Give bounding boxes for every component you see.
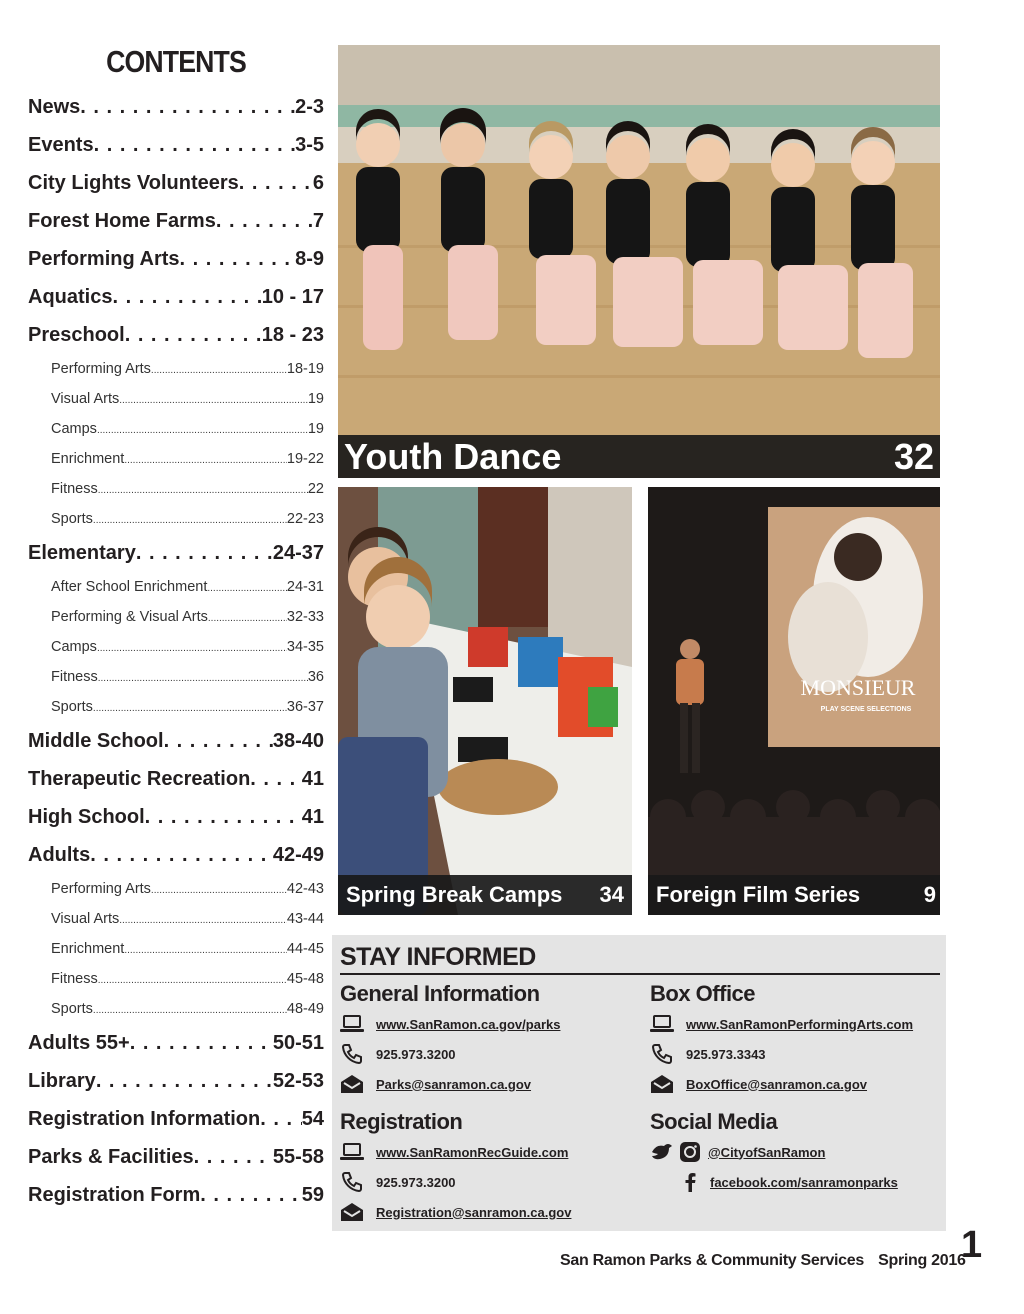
toc-page: 19	[307, 391, 324, 407]
registration-email-line	[340, 1197, 640, 1227]
box-office-email-line	[650, 1069, 950, 1099]
social-media-heading: Social Media	[650, 1109, 778, 1134]
toc-section-row	[28, 722, 324, 760]
toc-page: 36-37	[286, 699, 324, 715]
box-office-phone[interactable]: 925.973.3343	[686, 1046, 766, 1062]
registration-web-line	[340, 1137, 640, 1167]
film-screening-illustration	[648, 487, 940, 915]
general-email-line	[340, 1069, 640, 1099]
toc-label: Preschool	[28, 324, 125, 346]
toc-label: Performing Arts	[28, 248, 180, 270]
toc-label: Sports	[51, 699, 93, 715]
toc-page: 24-31	[286, 579, 324, 595]
toc-label: Camps	[51, 421, 97, 437]
toc-page: 8-9	[295, 248, 324, 270]
toc-label: Performing & Visual Arts	[51, 609, 208, 625]
box-office-web-line	[650, 1009, 950, 1039]
toc-subsection-row	[28, 632, 324, 662]
box-office-phone-line	[650, 1039, 950, 1069]
toc-page: 22	[307, 481, 324, 497]
toc-section-row	[28, 836, 324, 874]
toc-subsection-row	[28, 504, 324, 534]
toc-subsection-row	[28, 904, 324, 934]
toc-page: 52-53	[272, 1070, 324, 1092]
social-media-section	[650, 1107, 950, 1197]
toc-label: Parks & Facilities	[28, 1146, 194, 1168]
toc-section-row	[28, 316, 324, 354]
toc-leader-dots	[151, 874, 287, 904]
instagram-icon	[678, 1141, 702, 1163]
dance-class-illustration	[338, 45, 940, 478]
general-information-section	[340, 979, 640, 1099]
toc-label: Library	[28, 1070, 96, 1092]
toc-leader-dots	[239, 164, 313, 202]
toc-subsection-row	[28, 414, 324, 444]
toc-subsection-row	[28, 964, 324, 994]
email-icon	[650, 1073, 674, 1095]
toc-subsection-row	[28, 662, 324, 692]
toc-section-row	[28, 126, 324, 164]
toc-section-row	[28, 1024, 324, 1062]
toc-label: Adults 55+	[28, 1032, 130, 1054]
toc-leader-dots	[194, 1138, 273, 1176]
toc-leader-dots	[119, 904, 287, 934]
toc-label: Sports	[51, 1001, 93, 1017]
phone-icon	[340, 1043, 364, 1065]
toc-subsection-row	[28, 474, 324, 504]
general-phone[interactable]: 925.973.3200	[376, 1046, 456, 1062]
toc-leader-dots	[207, 572, 287, 602]
toc-page: 32-33	[286, 609, 324, 625]
toc-page: 41	[301, 768, 324, 790]
toc-label: After School Enrichment	[51, 579, 208, 595]
phone-icon	[340, 1171, 364, 1193]
caption-page: 9	[923, 882, 936, 907]
toc-label: Visual Arts	[51, 391, 120, 407]
toc-label: Registration Form	[28, 1184, 201, 1206]
email-icon	[340, 1201, 364, 1223]
toc-page: 10 - 17	[261, 286, 324, 308]
email-icon	[340, 1073, 364, 1095]
toc-leader-dots	[260, 1100, 302, 1138]
toc-leader-dots	[200, 1176, 302, 1214]
toc-page: 7	[312, 210, 324, 232]
film-title-text: MONSIEUR	[800, 675, 916, 700]
caption-page: 34	[599, 882, 624, 907]
box-office-web-link[interactable]: www.SanRamonPerformingArts.com	[686, 1016, 914, 1032]
laptop-icon	[340, 1141, 364, 1163]
toc-leader-dots	[97, 414, 308, 444]
facebook-icon	[678, 1171, 702, 1193]
toc-label: Therapeutic Recreation	[28, 768, 251, 790]
toc-leader-dots	[96, 1062, 273, 1100]
toc-leader-dots	[98, 662, 308, 692]
toc-leader-dots	[94, 126, 296, 164]
toc-label: Enrichment	[51, 451, 125, 467]
toc-leader-dots	[112, 278, 261, 316]
toc-page: 38-40	[272, 730, 324, 752]
toc-section-row	[28, 1100, 324, 1138]
toc-subsection-row	[28, 602, 324, 632]
toc-page: 45-48	[286, 971, 324, 987]
registration-email-link[interactable]: Registration@sanramon.ca.gov	[376, 1204, 572, 1220]
laptop-icon	[650, 1013, 674, 1035]
caption-title: Youth Dance	[344, 435, 562, 477]
toc-leader-dots	[151, 354, 287, 384]
facebook-line	[650, 1167, 950, 1197]
toc-leader-dots	[124, 934, 287, 964]
toc-page: 44-45	[286, 941, 324, 957]
registration-phone[interactable]: 925.973.3200	[376, 1174, 456, 1190]
toc-label: Sports	[51, 511, 93, 527]
toc-leader-dots	[180, 240, 296, 278]
toc-subsection-row	[28, 874, 324, 904]
toc-page: 36	[307, 669, 324, 685]
toc-label: Performing Arts	[51, 881, 151, 897]
stay-informed-title: STAY INFORMED	[340, 941, 940, 975]
film-menu-text: PLAY SCENE SELECTIONS	[820, 706, 912, 713]
toc-page: 3-5	[295, 134, 324, 156]
toc-section-row	[28, 278, 324, 316]
toc-label: Middle School	[28, 730, 164, 752]
toc-label: Performing Arts	[51, 361, 151, 377]
toc-leader-dots	[124, 444, 287, 474]
toc-list	[28, 88, 324, 1214]
toc-label: Camps	[51, 639, 97, 655]
footer	[560, 1252, 966, 1270]
toc-leader-dots	[125, 316, 262, 354]
foreign-film-caption	[648, 875, 940, 915]
general-phone-line	[340, 1039, 640, 1069]
youth-dance-photo	[338, 45, 940, 478]
footer-org: San Ramon Parks & Community Services	[560, 1252, 864, 1269]
toc-label: City Lights Volunteers	[28, 172, 239, 194]
toc-leader-dots	[93, 994, 287, 1024]
phone-icon	[650, 1043, 674, 1065]
toc-page: 18-19	[286, 361, 324, 377]
toc-leader-dots	[145, 798, 302, 836]
toc-page: 50-51	[272, 1032, 324, 1054]
caption-page: 32	[893, 435, 934, 477]
toc-label: Elementary	[28, 542, 136, 564]
toc-label: Fitness	[51, 481, 98, 497]
toc-page: 41	[301, 806, 324, 828]
toc-label: News	[28, 96, 81, 118]
toc-page: 22-23	[286, 511, 324, 527]
laptop-icon	[340, 1013, 364, 1035]
caption-title: Spring Break Camps	[346, 882, 563, 907]
general-web-link[interactable]: www.SanRamon.ca.gov/parks	[376, 1016, 561, 1032]
toc-leader-dots	[90, 836, 273, 874]
toc-label: Visual Arts	[51, 911, 120, 927]
toc-label: High School	[28, 806, 145, 828]
toc-leader-dots	[97, 632, 287, 662]
toc-subsection-row	[28, 384, 324, 414]
toc-page: 2-3	[295, 96, 324, 118]
box-office-heading: Box Office	[650, 981, 756, 1006]
toc-label: Registration Information	[28, 1108, 261, 1130]
footer-season: Spring 2016	[878, 1252, 966, 1269]
toc-page: 59	[301, 1184, 324, 1206]
toc-page: 55-58	[272, 1146, 324, 1168]
toc-page: 42-43	[286, 881, 324, 897]
toc-leader-dots	[93, 504, 287, 534]
toc-page: 24-37	[272, 542, 324, 564]
registration-section	[340, 1107, 640, 1227]
toc-label: Adults	[28, 844, 91, 866]
toc-page: 19	[307, 421, 324, 437]
toc-leader-dots	[208, 602, 287, 632]
toc-section-row	[28, 798, 324, 836]
registration-phone-line	[340, 1167, 640, 1197]
toc-section-row	[28, 1176, 324, 1214]
twitter-bird-icon	[650, 1141, 674, 1163]
toc-page: 42-49	[272, 844, 324, 866]
toc-page: 43-44	[286, 911, 324, 927]
toc-label: Events	[28, 134, 94, 156]
toc-subsection-row	[28, 934, 324, 964]
toc-label: Fitness	[51, 669, 98, 685]
toc-subsection-row	[28, 572, 324, 602]
general-email-link[interactable]: Parks@sanramon.ca.gov	[376, 1076, 532, 1092]
toc-page: 6	[312, 172, 324, 194]
toc-section-row	[28, 202, 324, 240]
toc-leader-dots	[216, 202, 313, 240]
toc-subsection-row	[28, 994, 324, 1024]
toc-section-row	[28, 760, 324, 798]
toc-leader-dots	[130, 1024, 273, 1062]
toc-page: 19-22	[286, 451, 324, 467]
toc-subsection-row	[28, 444, 324, 474]
toc-leader-dots	[164, 722, 273, 760]
toc-section-row	[28, 164, 324, 202]
toc-page: 48-49	[286, 1001, 324, 1017]
page-number: 1	[961, 1224, 983, 1266]
toc-leader-dots	[98, 964, 287, 994]
toc-page: 54	[301, 1108, 324, 1130]
box-office-email-link[interactable]: BoxOffice@sanramon.ca.gov	[686, 1076, 868, 1092]
foreign-film-series-photo	[648, 487, 940, 915]
registration-heading: Registration	[340, 1109, 463, 1134]
youth-dance-caption	[338, 435, 940, 478]
spring-break-caption	[338, 875, 632, 915]
registration-web-link[interactable]: www.SanRamonRecGuide.com	[376, 1144, 569, 1160]
spring-break-camps-photo	[338, 487, 632, 915]
toc-leader-dots	[136, 534, 273, 572]
toc-section-row	[28, 1062, 324, 1100]
art-class-illustration	[338, 487, 632, 915]
social-handle-line	[650, 1137, 950, 1167]
toc-subsection-row	[28, 692, 324, 722]
toc-section-row	[28, 88, 324, 126]
toc-label: Fitness	[51, 971, 98, 987]
toc-label: Forest Home Farms	[28, 210, 216, 232]
toc-section-row	[28, 1138, 324, 1176]
stay-informed-panel	[332, 935, 946, 1231]
toc-leader-dots	[98, 474, 308, 504]
contents-title: CONTENTS	[106, 44, 246, 79]
toc-page: 34-35	[286, 639, 324, 655]
toc-subsection-row	[28, 354, 324, 384]
table-of-contents	[28, 44, 324, 1214]
general-information-heading: General Information	[340, 981, 540, 1006]
toc-label: Enrichment	[51, 941, 125, 957]
facebook-link[interactable]: facebook.com/sanramonparks	[710, 1174, 898, 1190]
box-office-section	[650, 979, 950, 1099]
caption-title: Foreign Film Series	[656, 882, 861, 907]
toc-label: Aquatics	[28, 286, 113, 308]
toc-section-row	[28, 240, 324, 278]
general-web-line	[340, 1009, 640, 1039]
toc-leader-dots	[119, 384, 308, 414]
toc-page: 18 - 23	[261, 324, 324, 346]
toc-leader-dots	[93, 692, 287, 722]
toc-leader-dots	[250, 760, 301, 798]
toc-leader-dots	[80, 88, 295, 126]
toc-section-row	[28, 534, 324, 572]
social-handle-link[interactable]: @CityofSanRamon	[708, 1144, 826, 1160]
